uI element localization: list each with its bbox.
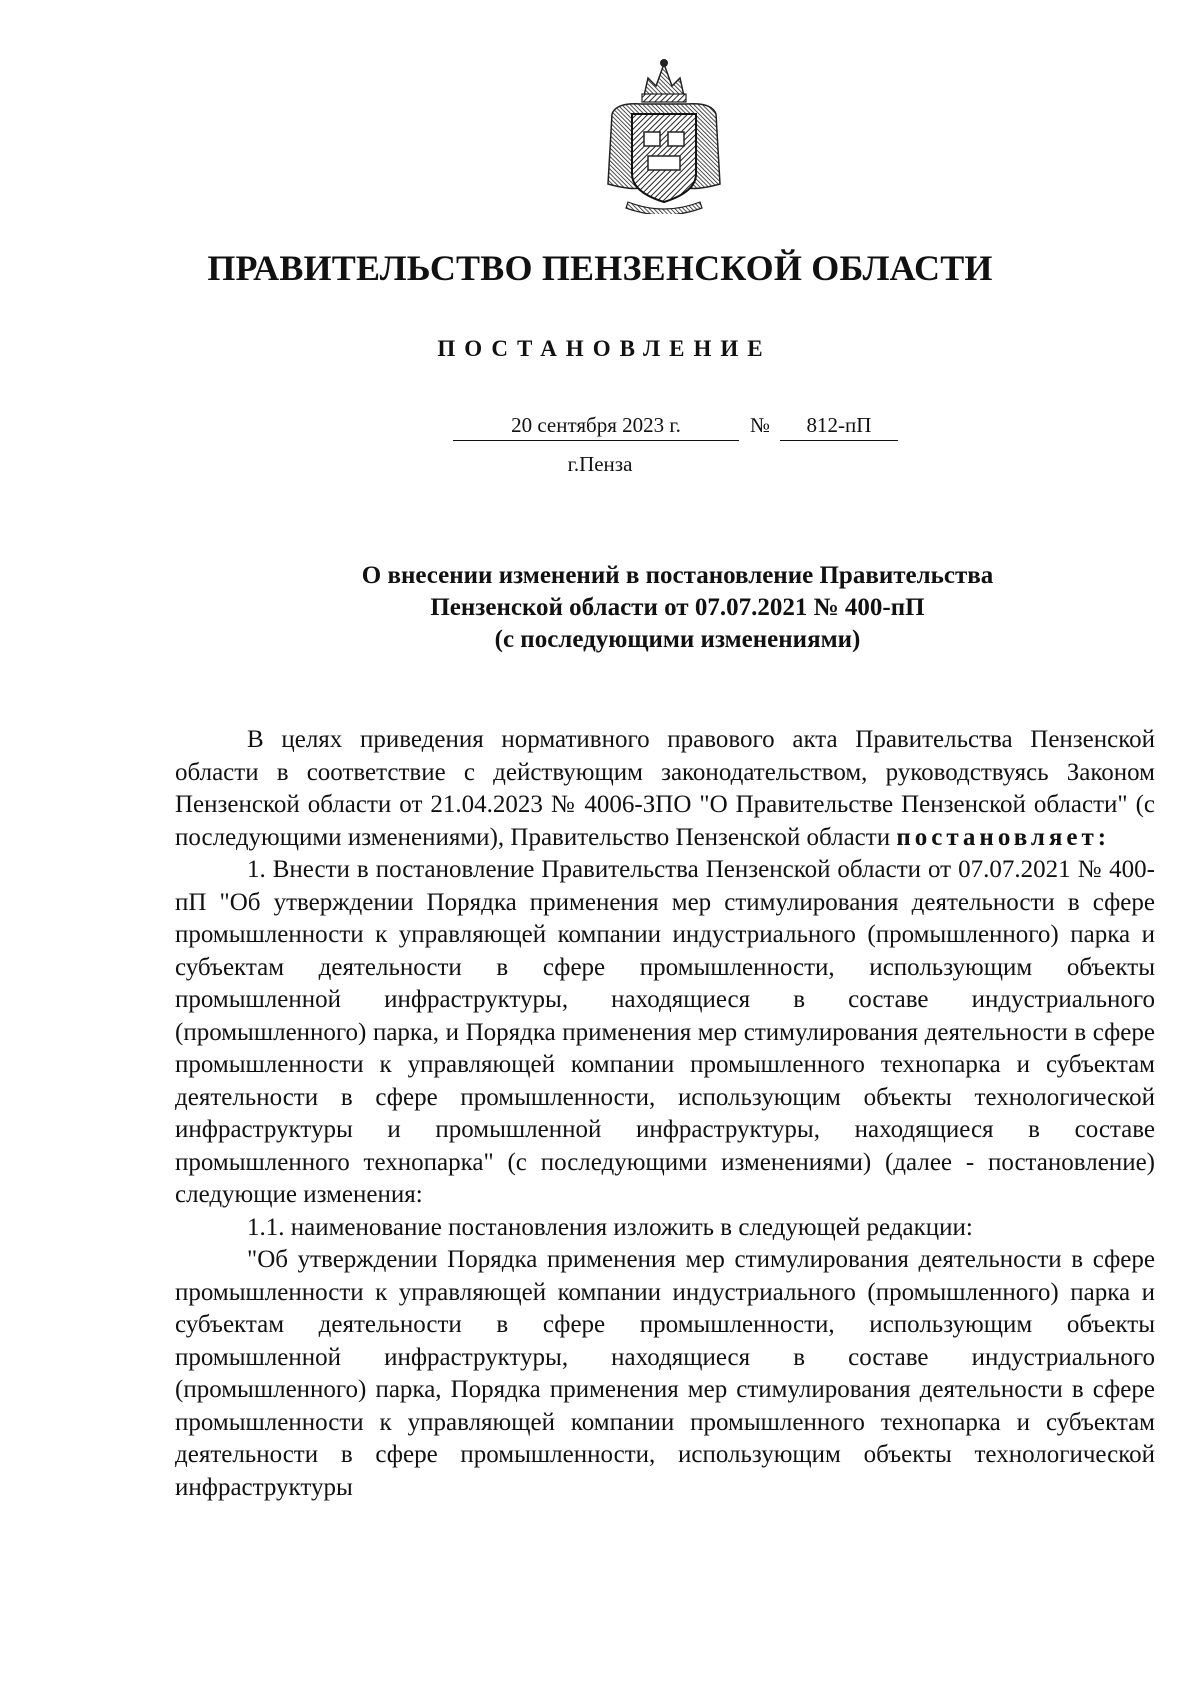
item-1-paragraph: 1. Внести в постановление Правительства Пензенской области от 07.07.2021 № 400-пП "Об утверждении Порядка применения мер стимулирования деятельности в сфере промышленности к управляющей компании индустриального (промышленного) парка и субъектам деятельности в сфере промышленности, использующим объекты промышленной инфраструктуры, находящиеся в составе индустриального (промышленного) парка, и Порядка применения мер стимулирования деятельности в сфере промышленности к управляющей компании промышленного технопарка и субъектам деятельности в сфере промышленности, использующим объекты технологической инфраструктуры и промышленной инфраструктуры, находящиеся в составе промышленного технопарка" (с последующими изменениями) (далее - постановление) следующие изменения: <box>175 856 1155 1208</box>
quoted-title-paragraph: "Об утверждении Порядка применения мер стимулирования деятельности в сфере промышленности к управляющей компании индустриального (промышленного) парка и субъектам деятельности в сфере промышленности, использующим объекты промышленной инфраструктуры, находящиеся в составе индустриального (промышленного) парка, Порядка применения мер стимулирования деятельности в сфере промышленности к управляющей компании промышленного технопарка и субъектам деятельности в сфере промышленности, использующим объекты технологической инфраструктуры <box>175 1246 1155 1501</box>
document-type: ПОСТАНОВЛЕНИЕ <box>437 336 772 361</box>
preamble-text: В целях приведения нормативного правового акта Правительства Пензенской области в соответствие с действующим законодательством, руководствуясь Законом Пензенской области от 21.04.2023 № 4006-ЗПО "О Правительстве Пензенской области" (с последующими изменениями), Правительство Пензенской области <box>175 726 1155 851</box>
coat-of-arms-icon <box>598 56 730 214</box>
city-name: г.Пенза <box>567 452 633 476</box>
resolves-word: постановляет: <box>896 823 1111 851</box>
number-sign: № <box>750 413 771 437</box>
subject-line-2: Пензенской области от 07.07.2021 № 400-пП <box>430 594 925 621</box>
organization-name: ПРАВИТЕЛЬСТВО ПЕНЗЕНСКОЙ ОБЛАСТИ <box>207 248 993 288</box>
document-date: 20 сентября 2023 г. <box>453 410 739 441</box>
subject-line-1: О внесении изменений в постановление Правительства <box>361 562 994 589</box>
document-subject <box>175 560 1180 656</box>
preamble-paragraph <box>175 724 1155 854</box>
date-number-line <box>0 410 1200 444</box>
document-body <box>175 724 1155 1504</box>
document-number: 812-пП <box>780 410 898 441</box>
item-1-1-paragraph: 1.1. наименование постановления изложить в следующей редакции: <box>247 1213 973 1241</box>
subject-line-3: (с последующими изменениями) <box>494 626 861 653</box>
